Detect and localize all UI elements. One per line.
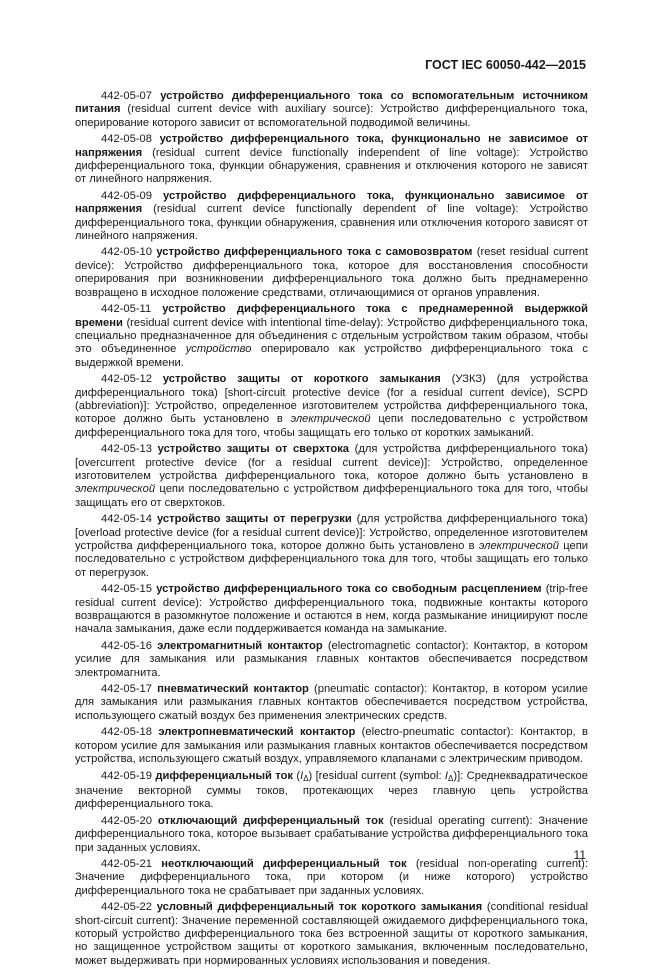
term: устройство защиты от перегрузки xyxy=(156,513,352,526)
symbol: I xyxy=(300,769,304,782)
entry-442-05-18: 442-05-18 электропневматический контактор (electro-pneumatic contactor): Контактор, в котором усилие для замыкания или размыкания главных контактов обеспечивается посредством устройства, использующего сжатый воздух, управляемого клапанами с электрическим приводом. xyxy=(75,726,588,766)
entry-442-05-13: 442-05-13 устройство защиты от сверхтока (для устройства дифференциального тока) [overcurrent protective device (for a residual current device)]: Устройство, определенное изготовителем устройства дифференциального тока, которое должно быть установлено в электрической цепи последовательно с устройством дифференциального тока для того, чтобы защищать его от сверхтоков. xyxy=(75,443,588,509)
entry-442-05-12: 442-05-12 устройство защиты от короткого замыкания (УЗКЗ) (для устройства дифференциального тока) [short-circuit protective device (for a residual current device), SCPD (abbreviation)]: Устройство, определенное изготовителем устройства дифференциального тока, которое должно быть установлено в электрической цепи последовательно с устройством дифференциального тока для того, чтобы защищать его только от коротких замыканий. xyxy=(75,373,589,439)
entry-442-05-14: 442-05-14 устройство защиты от перегрузки (для устройства дифференциального тока) [overload protective device (for a residual current device)]: Устройство, определенное изготовителем устройства дифференциального тока, которое должно быть установлено в электрической цепи последовательно с устройством дифференциального тока для того, чтобы защищать его только от перегрузок. xyxy=(75,513,589,579)
term: условный дифференциальный ток короткого замыкания xyxy=(156,901,483,914)
symbol: I xyxy=(444,769,449,782)
term: устройство дифференциального тока с преднамеренной выдержкой времени xyxy=(75,303,588,329)
symbol-subscript: Δ xyxy=(303,773,309,783)
term: устройство дифференциального тока с самовозвратом xyxy=(156,246,473,259)
entry-442-05-07: 442-05-07 устройство дифференциального тока со вспомогательным источником питания (residual current device with auxiliary source): Устройство дифференциального тока, оперирование которого зависит от вспомогательной подводимой величины. xyxy=(75,90,589,129)
page-number: 11 xyxy=(573,848,586,862)
term: устройство дифференциального тока, функционально зависимое от напряжения xyxy=(75,189,589,216)
term: устройство защиты от короткого замыкания xyxy=(162,373,441,386)
entry-442-05-20: 442-05-20 отключающий дифференциальный ток (residual operating current): Значение дифференциального тока, которое вызывает срабатывание устройства дифференциального тока при заданных условиях. xyxy=(75,814,588,854)
entry-442-05-16: 442-05-16 электромагнитный контактор (electromagnetic contactor): Контактор, в котором усилие для замыкания или размыкания главных контактов обеспечивается посредством электромагнита. xyxy=(75,639,588,679)
entry-442-05-17: 442-05-17 пневматический контактор (pneumatic contactor): Контактор, в котором усилие для замыкания или размыкания главных контактов обеспечивается посредством устройства, использующего сжатый воздух без применения электрических средств. xyxy=(75,683,588,722)
term: устройство дифференциального тока со вспомогательным источником питания xyxy=(75,90,589,116)
entry-442-05-21: 442-05-21 неотключающий дифференциальный ток (residual non-operating current): Значение дифференциального тока, при котором (и ниже которого) устройство дифференциального тока не срабатывает при заданных условиях. xyxy=(75,857,588,897)
entry-442-05-22: 442-05-22 условный дифференциальный ток короткого замыкания (conditional residual short-circuit current): Значение переменной составляющей ожидаемого дифференциального тока, который устройство дифференциального тока без встроенной защиты от короткого замыкания, но защищенное устройством защиты от короткого замыкания, включенным последовательно, может выдерживать при нормированных условиях использования и поведения. xyxy=(75,901,588,967)
entry-442-05-19: 442-05-19 дифференциальный ток $(I_\Delta)$ [residual current (symbol: $I_\Delta$)]: Среднеквадратическое значение векторной суммы токов, протекающих через главную цепь устройства дифференциального тока. xyxy=(75,769,588,811)
entry-442-05-11: 442-05-11 устройство дифференциального тока с преднамеренной выдержкой времени (residual current device with intentional time-delay): Устройство дифференциального тока, специально предназначенное для объединения с отдельным устройством таким образом, чтобы это объединенное устройство оперировало как устройство дифференциального тока с выдержкой времени. xyxy=(75,303,588,369)
entry-442-05-15: 442-05-15 устройство дифференциального тока со свободным расцеплением (trip-free residual current device): Устройство дифференциального тока, подвижные контакты которого возвращаются в разомкнутое положение и остаются в нем, когда размыкание инициируют после начала замыкания, даже если поддерживается команда на замыкание. xyxy=(75,583,588,636)
entry-442-05-08: 442-05-08 устройство дифференциального тока, функционально не зависимое от напряжения (residual current device functionally independent of line voltage): Устройство дифференциального тока, функции обнаружения, сравнения и отключения которого не зависят от линейного напряжения. xyxy=(75,133,588,186)
term: дифференциальный ток xyxy=(155,769,294,782)
term: устройство дифференциального тока со свободным расцеплением xyxy=(156,583,542,596)
term: электромагнитный контактор xyxy=(157,639,323,652)
document-body xyxy=(75,90,588,971)
entry-442-05-09: 442-05-09 устройство дифференциального тока, функционально зависимое от напряжения (residual current device functionally dependent of line voltage): Устройство дифференциального тока, функции обнаружения, сравнения или отключения которого зависят от линейного напряжения. xyxy=(75,189,589,243)
term: устройство дифференциального тока, функционально не зависимое от напряжения xyxy=(75,133,588,159)
term: электропневматический контактор xyxy=(158,726,356,739)
document-header: ГОСТ IEC 60050-442—2015 xyxy=(425,58,586,72)
term: устройство защиты от сверхтока xyxy=(157,443,350,456)
term: пневматический контактор xyxy=(157,683,309,696)
term: неотключающий дифференциальный ток xyxy=(161,857,407,870)
entry-442-05-10: 442-05-10 устройство дифференциального тока с самовозвратом (reset residual current device): Устройство дифференциального тока, которое для восстановления способности оперирования при возникновении дифференциального тока должно быть преднамеренно возвращено в исходное положение средствами, отличающимися от органов управления. xyxy=(75,246,589,299)
symbol-subscript: Δ xyxy=(448,773,454,783)
term: отключающий дифференциальный ток xyxy=(157,814,384,827)
